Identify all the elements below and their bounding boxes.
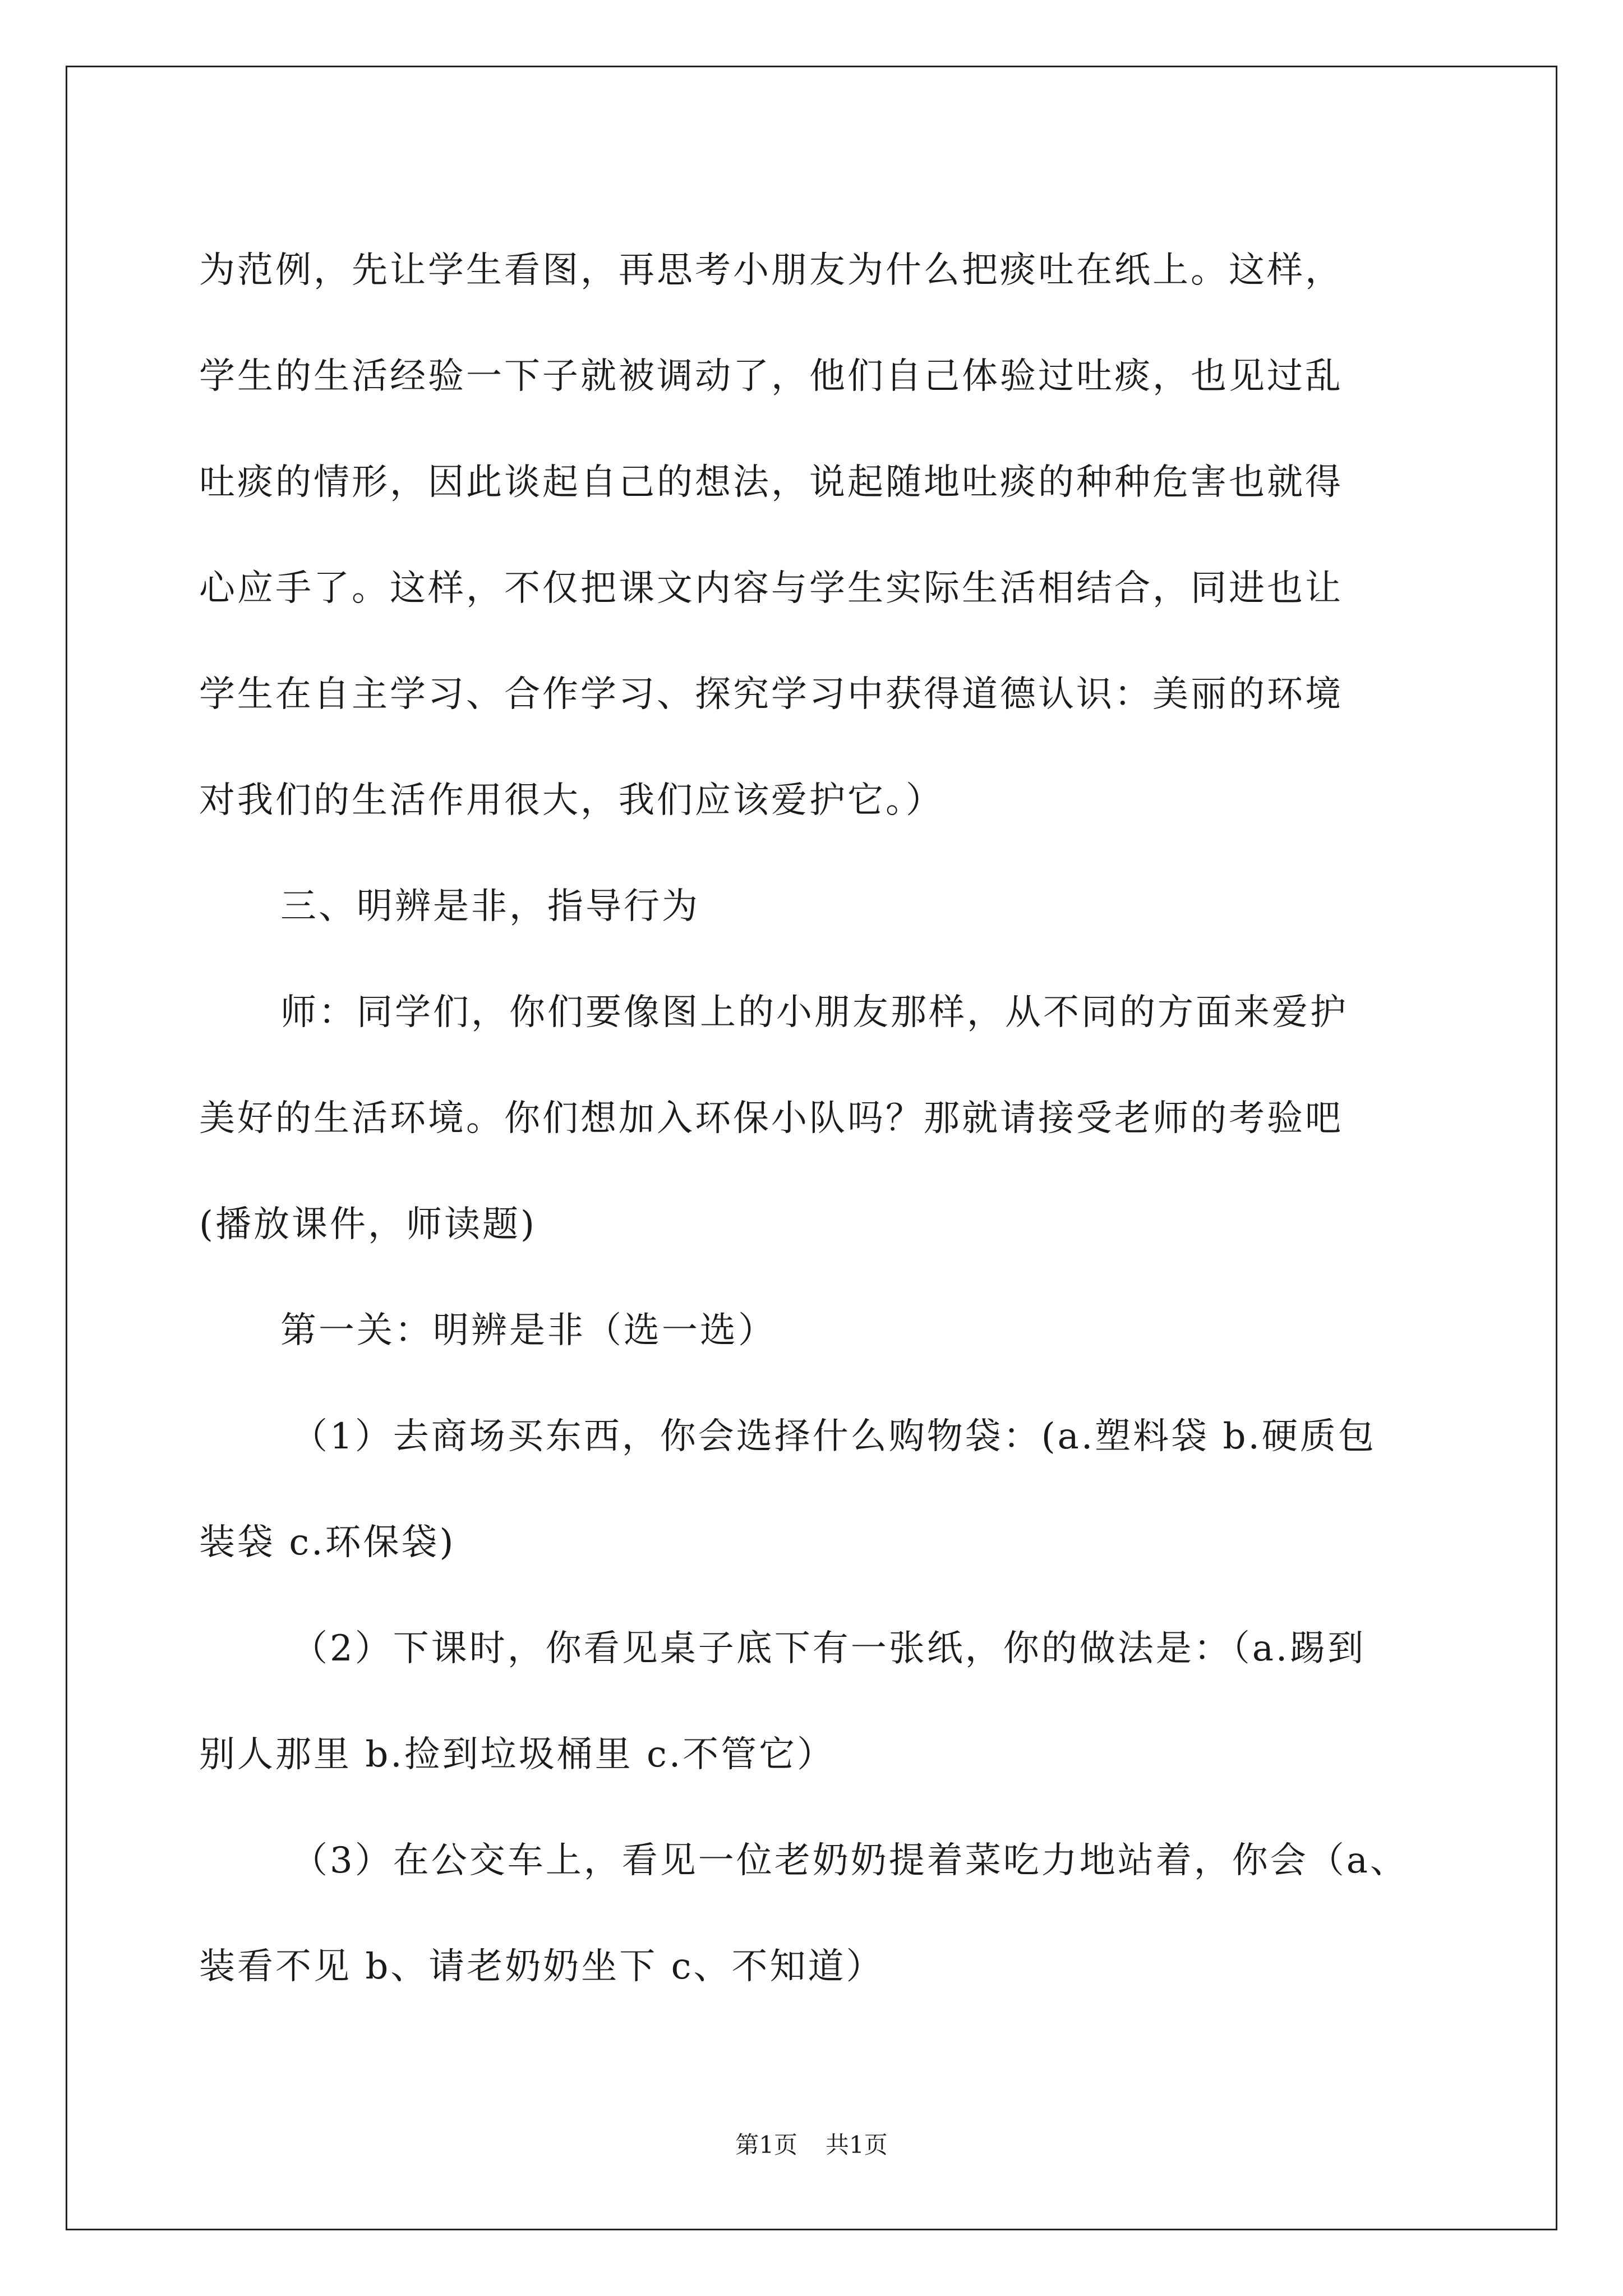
text-line: 吐痰的情形，因此谈起自己的想法，说起随地吐痰的种种危害也就得 <box>199 462 1343 503</box>
text-line: 美好的生活环境。你们想加入环保小队吗？那就请接受老师的考验吧 <box>199 1098 1343 1139</box>
text-line: 对我们的生活作用很大，我们应该爱护它。） <box>199 780 944 821</box>
page-footer <box>0 2128 1623 2162</box>
text-line: 学生的生活经验一下子就被调动了，他们自己体验过吐痰，也见过乱 <box>199 356 1343 397</box>
question-line: （3）在公交车上，看见一位老奶奶提着菜吃力地站着，你会（a、 <box>292 1840 1408 1881</box>
question-line: 装袋 c.环保袋) <box>199 1522 456 1563</box>
subsection-heading: 第一关：明辨是非（选一选） <box>280 1310 776 1351</box>
question-line: 别人那里 b.捡到垃圾桶里 c.不管它） <box>199 1734 836 1775</box>
question-line: 装看不见 b、请老奶奶坐下 c、不知道） <box>199 1946 884 1987</box>
text-line: 为范例，先让学生看图，再思考小朋友为什么把痰吐在纸上。这样， <box>199 250 1343 291</box>
text-line: 心应手了。这样，不仅把课文内容与学生实际生活相结合，同进也让 <box>199 568 1343 609</box>
document-body <box>199 218 1433 2020</box>
text-line: 学生在自主学习、合作学习、探究学习中获得道德认识：美丽的环境 <box>199 674 1343 715</box>
page-total: 共1页 <box>826 2131 888 2159</box>
text-line: (播放课件，师读题) <box>199 1204 537 1245</box>
question-line: （1）去商场买东西，你会选择什么购物袋：(a.塑料袋 b.硬质包 <box>292 1416 1376 1457</box>
section-heading: 三、明辨是非，指导行为 <box>280 886 700 927</box>
text-line: 师：同学们，你们要像图上的小朋友那样，从不同的方面来爱护 <box>280 992 1348 1033</box>
page-number: 第1页 <box>735 2131 797 2159</box>
question-line: （2）下课时，你看见桌子底下有一张纸，你的做法是：（a.踢到 <box>292 1628 1366 1669</box>
